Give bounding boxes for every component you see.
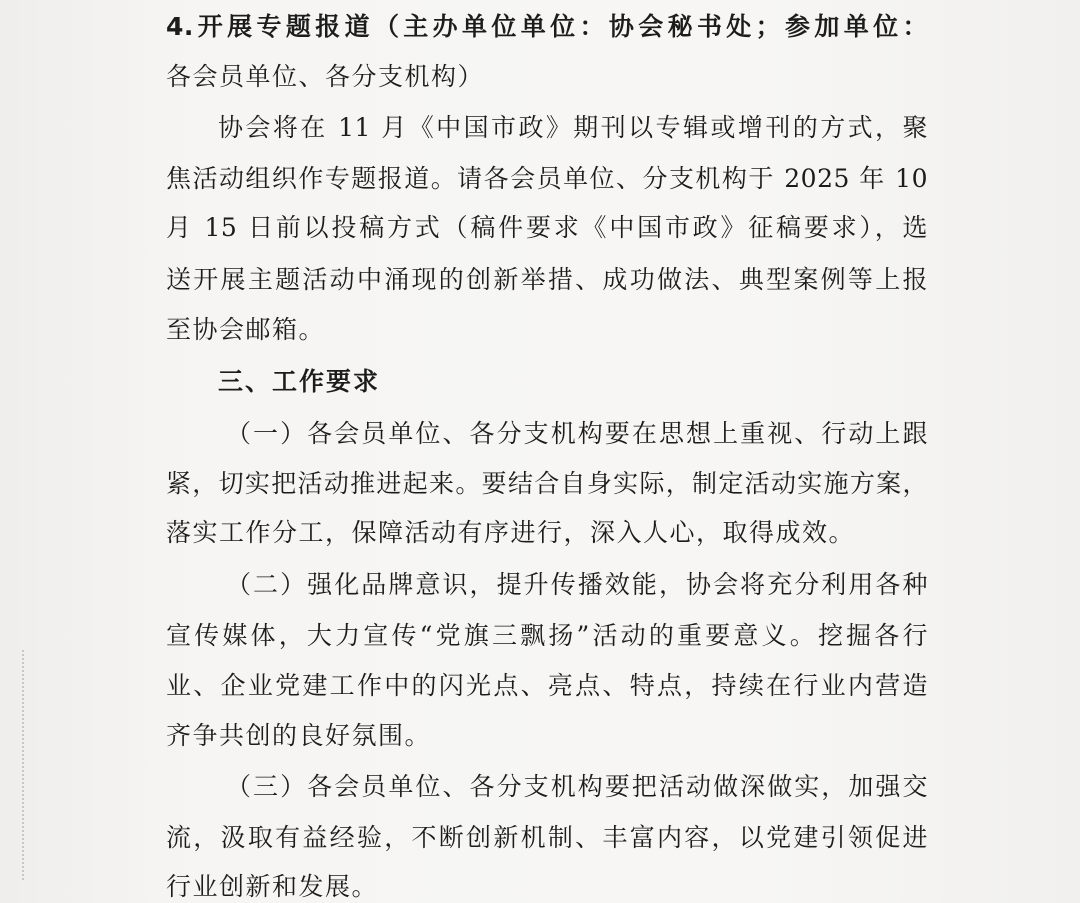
requirement-1-line: 紧，切实把活动推进起来。要结合自身实际，制定活动实施方案， (166, 469, 928, 498)
section-heading-work-requirements: 三、工作要求 (218, 367, 381, 396)
paragraph-line: 送开展主题活动中涌现的创新举措、成功做法、典型案例等上报 (166, 265, 928, 294)
requirement-3-line: 流，汲取有益经验，不断创新机制、丰富内容，以党建引领促进 (166, 823, 928, 852)
paragraph-line: 焦活动组织作专题报道。请各会员单位、分支机构于 2025 年 10 (166, 164, 928, 193)
requirement-2-line: 齐争共创的良好氛围。 (166, 721, 432, 750)
requirement-1-line: 落实工作分工，保障活动有序进行，深入人心，取得成效。 (166, 518, 856, 547)
paragraph-line: 至协会邮箱。 (166, 315, 326, 344)
requirement-2-line: 业、企业党建工作中的闪光点、亮点、特点，持续在行业内营造 (166, 671, 928, 700)
requirement-2-line: （二）强化品牌意识，提升传播效能，协会将充分利用各种 (226, 570, 928, 599)
binding-margin-rule (22, 650, 26, 880)
item-4-heading-cont: 各会员单位、各分支机构） (166, 62, 485, 91)
requirement-3-line: （三）各会员单位、各分支机构要把活动做深做实，加强交 (226, 772, 928, 801)
requirement-1-line: （一）各会员单位、各分支机构要在思想上重视、行动上跟 (226, 419, 928, 448)
paragraph-line: 月 15 日前以投稿方式（稿件要求《中国市政》征稿要求），选 (166, 213, 928, 242)
item-4-heading: 4.开展专题报道（主办单位单位：协会秘书处；参加单位： (166, 12, 928, 41)
paragraph-line: 协会将在 11 月《中国市政》期刊以专辑或增刊的方式，聚 (218, 113, 928, 142)
requirement-2-line: 宣传媒体，大力宣传“党旗三飘扬”活动的重要意义。挖掘各行 (166, 621, 928, 650)
requirement-3-line: 行业创新和发展。 (166, 872, 379, 901)
